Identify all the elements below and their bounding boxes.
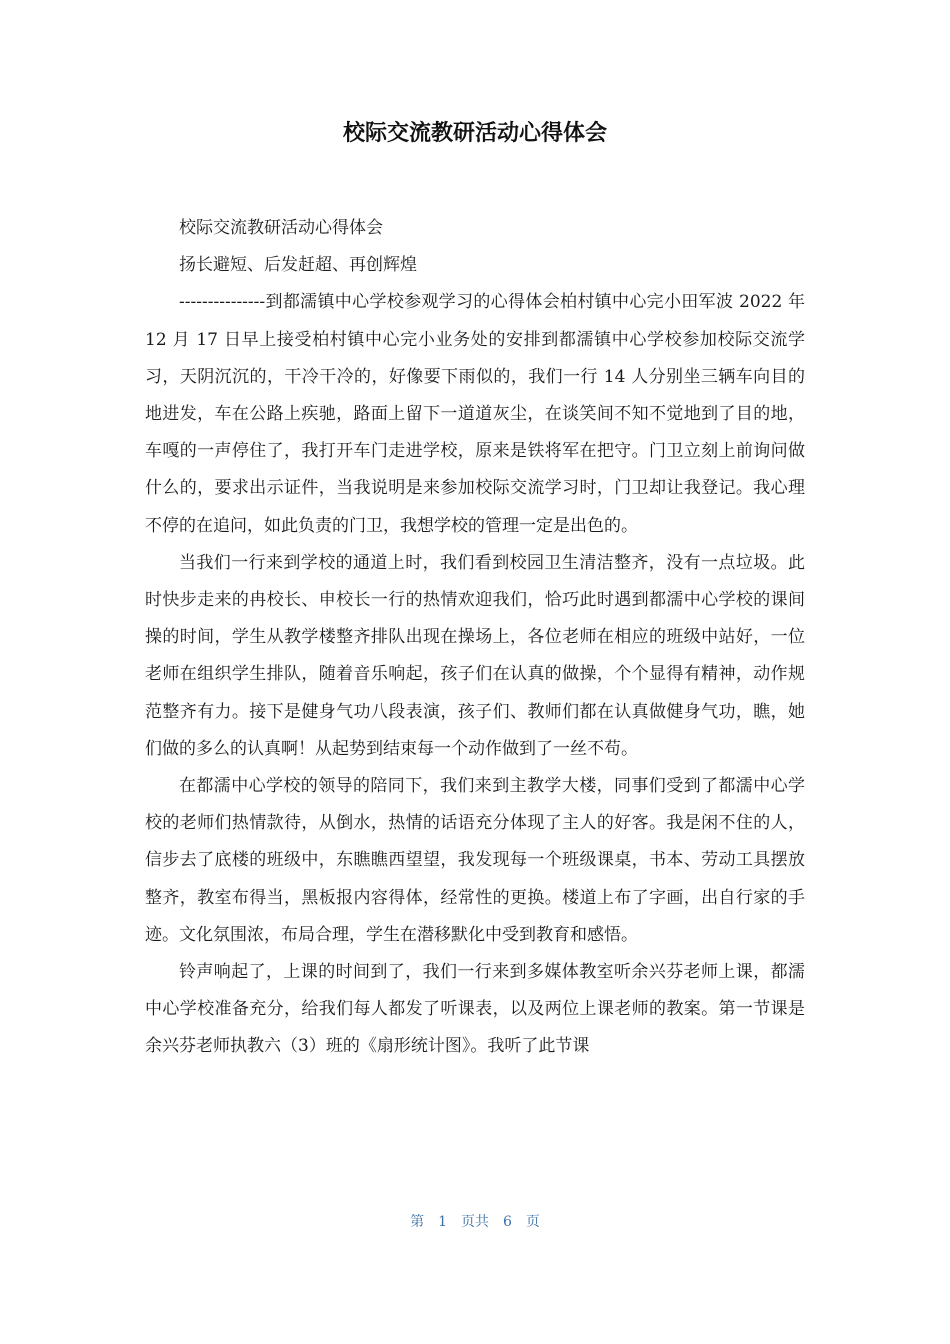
current-page-number: 1 — [438, 1214, 447, 1230]
page-number-footer — [0, 1210, 950, 1234]
body-paragraph: ---------------到都濡镇中心学校参观学习的心得体会柏村镇中心完小田军波 2022 年 12 月 17 日早上接受柏村镇中心完小业务处的安排到都濡镇中心学校参加校际交流学习，天阴沉沉的，干冷干冷的，好像要下雨似的，我们一行 14 人分别坐三辆车向目的地进发，车在公路上疾驰，路面上留下一道道灰尘，在谈笑间不知不觉地到了目的地，车嘎的一声停住了，我打开车门走进学校，原来是铁将军在把守。门卫立刻上前询问做什么的，要求出示证件，当我说明是来参加校际交流学习时，门卫却让我登记。我心理不停的在追问，如此负责的门卫，我想学校的管理一定是出色的。 — [145, 292, 805, 536]
body-paragraph: 当我们一行来到学校的通道上时，我们看到校园卫生清洁整齐，没有一点垃圾。此时快步走来的冉校长、申校长一行的热情欢迎我们，恰巧此时遇到都濡中心学校的课间操的时间，学生从教学楼整齐排队出现在操场上，各位老师在相应的班级中站好，一位老师在组织学生排队，随着音乐响起，孩子们在认真的做操，个个显得有精神，动作规范整齐有力。接下是健身气功八段表演，孩子们、教师们都在认真做健身气功，瞧，她们做的多么的认真啊！从起势到结束每一个动作做到了一丝不苟。 — [145, 552, 805, 759]
body-paragraph: 在都濡中心学校的领导的陪同下，我们来到主教学大楼，同事们受到了都濡中心学校的老师们热情款待，从倒水，热情的话语充分体现了主人的好客。我是闲不住的人，信步去了底楼的班级中，东瞧瞧西望望，我发现每一个班级课桌，书本、劳动工具摆放整齐，教室布得当，黑板报内容得体，经常性的更换。楼道上布了字画，出自行家的手迹。文化氛围浓，布局合理，学生在潜移默化中受到教育和感悟。 — [145, 776, 805, 945]
total-pages-number: 6 — [503, 1214, 512, 1230]
page-label-prefix: 第 — [410, 1214, 425, 1230]
body-paragraph: 扬长避短、后发赶超、再创辉煌 — [179, 255, 417, 276]
document-title: 校际交流教研活动心得体会 — [342, 121, 607, 146]
body-paragraph: 校际交流教研活动心得体会 — [179, 218, 383, 238]
page-label-suffix: 页 — [525, 1214, 540, 1230]
document-body — [145, 210, 805, 1066]
body-paragraph: 铃声响起了，上课的时间到了，我们一行来到多媒体教室听余兴芬老师上课，都濡中心学校准备充分，给我们每人都发了听课表，以及两位上课老师的教案。第一节课是余兴芬老师执教六（3）班的《扇形统计图》。我听了此节课 — [145, 962, 805, 1057]
page-label-middle: 页共 — [461, 1214, 489, 1230]
